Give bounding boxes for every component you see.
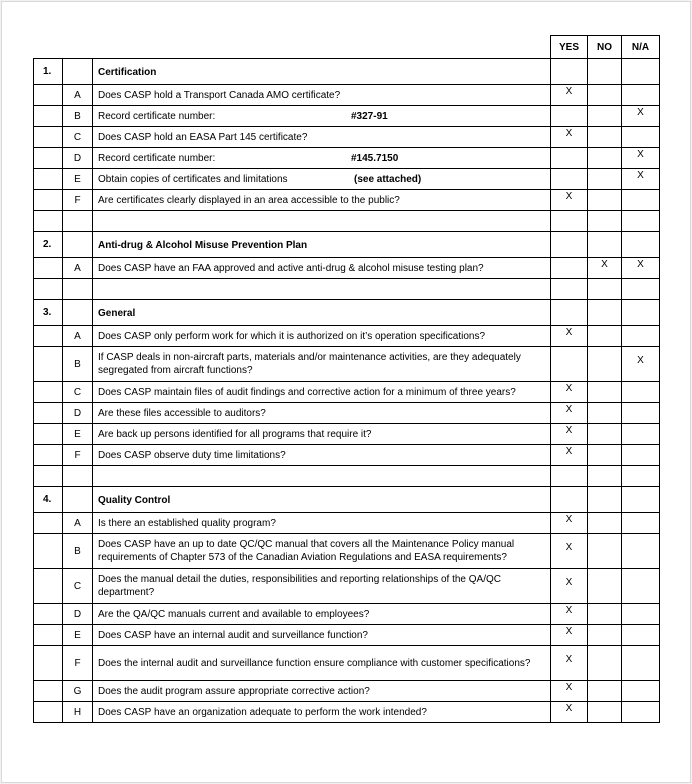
no-mark[interactable] xyxy=(588,646,622,681)
item-question: Record certificate number: #145.7150 xyxy=(93,148,551,169)
yes-mark[interactable]: X xyxy=(551,190,588,211)
item-question: Record certificate number: #327-91 xyxy=(93,106,551,127)
yes-cell xyxy=(551,232,588,258)
yes-mark[interactable] xyxy=(551,347,588,382)
spacer-cell xyxy=(93,211,551,232)
spacer-cell xyxy=(551,279,588,300)
row-spacer-cell xyxy=(34,646,63,681)
section-title: Certification xyxy=(93,59,551,85)
na-mark[interactable] xyxy=(622,513,660,534)
item-letter: F xyxy=(63,646,93,681)
na-cell xyxy=(622,487,660,513)
section-number: 4. xyxy=(34,487,63,513)
no-mark[interactable] xyxy=(588,326,622,347)
no-mark[interactable] xyxy=(588,382,622,403)
item-letter: A xyxy=(63,85,93,106)
spacer-cell xyxy=(588,279,622,300)
yes-mark[interactable] xyxy=(551,258,588,279)
na-mark[interactable] xyxy=(622,702,660,723)
checklist-item-row xyxy=(34,646,660,681)
no-mark[interactable] xyxy=(588,702,622,723)
spacer-cell xyxy=(622,466,660,487)
na-mark[interactable] xyxy=(622,445,660,466)
item-letter: C xyxy=(63,569,93,604)
no-column-header: NO xyxy=(588,36,622,59)
item-letter: F xyxy=(63,445,93,466)
spacer-cell xyxy=(34,466,63,487)
row-spacer-cell xyxy=(34,347,63,382)
yes-mark[interactable]: X xyxy=(551,445,588,466)
checklist-item-row xyxy=(34,513,660,534)
item-question: Does CASP observe duty time limitations? xyxy=(93,445,551,466)
section-header-row xyxy=(34,232,660,258)
section-spacer-cell xyxy=(63,232,93,258)
section-title: Anti-drug & Alcohol Misuse Prevention Plan xyxy=(93,232,551,258)
na-mark[interactable] xyxy=(622,569,660,604)
section-spacer-cell xyxy=(63,300,93,326)
item-letter: E xyxy=(63,424,93,445)
row-spacer-cell xyxy=(34,382,63,403)
no-mark[interactable] xyxy=(588,424,622,445)
item-question: Does CASP only perform work for which it is authorized on it’s operation specifications? xyxy=(93,326,551,347)
no-mark[interactable] xyxy=(588,625,622,646)
na-mark[interactable] xyxy=(622,382,660,403)
na-mark[interactable] xyxy=(622,534,660,569)
yes-mark[interactable]: X xyxy=(551,382,588,403)
yes-mark[interactable]: X xyxy=(551,424,588,445)
spacer-cell xyxy=(622,279,660,300)
no-mark[interactable] xyxy=(588,569,622,604)
record-value: #327-91 xyxy=(351,110,388,122)
checklist-item-row xyxy=(34,127,660,148)
item-letter: B xyxy=(63,534,93,569)
yes-mark[interactable]: X xyxy=(551,604,588,625)
section-title: General xyxy=(93,300,551,326)
item-question: Are back up persons identified for all programs that require it? xyxy=(93,424,551,445)
yes-cell xyxy=(551,59,588,85)
item-letter: A xyxy=(63,258,93,279)
checklist-item-row xyxy=(34,148,660,169)
item-letter: C xyxy=(63,382,93,403)
na-mark[interactable] xyxy=(622,127,660,148)
row-spacer-cell xyxy=(34,106,63,127)
item-question: Does the audit program assure appropriate corrective action? xyxy=(93,681,551,702)
item-letter: A xyxy=(63,326,93,347)
item-question: Are these files accessible to auditors? xyxy=(93,403,551,424)
item-letter: C xyxy=(63,127,93,148)
item-letter: B xyxy=(63,347,93,382)
row-spacer-cell xyxy=(34,169,63,190)
checklist-item-row xyxy=(34,347,660,382)
no-cell xyxy=(588,59,622,85)
na-column-header: N/A xyxy=(622,36,660,59)
spacer-cell xyxy=(588,466,622,487)
row-spacer-cell xyxy=(34,326,63,347)
checklist-item-row xyxy=(34,702,660,723)
no-cell xyxy=(588,487,622,513)
na-mark[interactable]: X xyxy=(622,148,660,169)
no-mark[interactable] xyxy=(588,513,622,534)
row-spacer-cell xyxy=(34,681,63,702)
na-mark[interactable] xyxy=(622,403,660,424)
yes-mark[interactable]: X xyxy=(551,326,588,347)
item-question: Does the manual detail the duties, responsibilities and reporting relationships of the QA/QC department? xyxy=(93,569,551,604)
row-spacer-cell xyxy=(34,148,63,169)
yes-mark[interactable]: X xyxy=(551,513,588,534)
row-spacer-cell xyxy=(34,534,63,569)
yes-mark[interactable]: X xyxy=(551,403,588,424)
no-mark[interactable]: X xyxy=(588,258,622,279)
yes-mark[interactable] xyxy=(551,106,588,127)
no-mark[interactable] xyxy=(588,604,622,625)
item-letter: D xyxy=(63,604,93,625)
no-mark[interactable] xyxy=(588,445,622,466)
item-question: Does CASP hold an EASA Part 145 certificate? xyxy=(93,127,551,148)
checklist-table xyxy=(33,35,660,723)
item-letter: H xyxy=(63,702,93,723)
no-mark[interactable] xyxy=(588,190,622,211)
yes-mark[interactable] xyxy=(551,169,588,190)
section-spacer-cell xyxy=(63,487,93,513)
na-cell xyxy=(622,59,660,85)
item-question: Obtain copies of certificates and limitations (see attached) xyxy=(93,169,551,190)
column-header-row xyxy=(34,36,660,59)
spacer-cell xyxy=(551,466,588,487)
spacer-cell xyxy=(622,211,660,232)
section-header-row xyxy=(34,487,660,513)
na-mark[interactable] xyxy=(622,85,660,106)
yes-column-header: YES xyxy=(551,36,588,59)
item-letter: F xyxy=(63,190,93,211)
section-number: 1. xyxy=(34,59,63,85)
checklist-item-row xyxy=(34,258,660,279)
section-number: 2. xyxy=(34,232,63,258)
na-mark[interactable]: X xyxy=(622,258,660,279)
item-letter: E xyxy=(63,169,93,190)
na-mark[interactable]: X xyxy=(622,347,660,382)
no-mark[interactable] xyxy=(588,85,622,106)
section-spacer-cell xyxy=(63,59,93,85)
spacer-cell xyxy=(34,211,63,232)
no-mark[interactable] xyxy=(588,148,622,169)
na-mark[interactable] xyxy=(622,326,660,347)
checklist-item-row xyxy=(34,326,660,347)
na-mark[interactable]: X xyxy=(622,169,660,190)
document-page xyxy=(1,1,691,783)
row-spacer-cell xyxy=(34,424,63,445)
no-mark[interactable] xyxy=(588,106,622,127)
item-question: Does CASP have an up to date QC/QC manual that covers all the Maintenance Policy manual requirements of Chapter 573 of the Canadian Aviation Regulations and EASA requirements? xyxy=(93,534,551,569)
item-letter: G xyxy=(63,681,93,702)
row-spacer-cell xyxy=(34,625,63,646)
row-spacer-cell xyxy=(34,403,63,424)
no-mark[interactable] xyxy=(588,534,622,569)
no-mark[interactable] xyxy=(588,347,622,382)
no-mark[interactable] xyxy=(588,127,622,148)
item-question: Does CASP hold a Transport Canada AMO certificate? xyxy=(93,85,551,106)
yes-cell xyxy=(551,487,588,513)
section-header-row xyxy=(34,300,660,326)
spacer-cell xyxy=(93,466,551,487)
spacer-cell xyxy=(93,279,551,300)
na-mark[interactable] xyxy=(622,625,660,646)
na-mark[interactable] xyxy=(622,681,660,702)
checklist-item-row xyxy=(34,445,660,466)
na-cell xyxy=(622,232,660,258)
item-letter: A xyxy=(63,513,93,534)
yes-mark[interactable]: X xyxy=(551,625,588,646)
spacer-cell xyxy=(63,279,93,300)
spacer-row xyxy=(34,279,660,300)
yes-cell xyxy=(551,300,588,326)
na-mark[interactable] xyxy=(622,604,660,625)
item-question: Does CASP have an FAA approved and active anti-drug & alcohol misuse testing plan? xyxy=(93,258,551,279)
checklist-item-row xyxy=(34,382,660,403)
row-spacer-cell xyxy=(34,702,63,723)
no-mark[interactable] xyxy=(588,169,622,190)
checklist-item-row xyxy=(34,106,660,127)
yes-mark[interactable]: X xyxy=(551,127,588,148)
row-spacer-cell xyxy=(34,445,63,466)
checklist-item-row xyxy=(34,681,660,702)
item-question: Are the QA/QC manuals current and available to employees? xyxy=(93,604,551,625)
item-letter: E xyxy=(63,625,93,646)
na-mark[interactable]: X xyxy=(622,106,660,127)
checklist-item-row xyxy=(34,424,660,445)
row-spacer-cell xyxy=(34,190,63,211)
item-question: If CASP deals in non-aircraft parts, materials and/or maintenance activities, are they adequately segregated from aircraft functions? xyxy=(93,347,551,382)
record-value: #145.7150 xyxy=(351,152,399,164)
spacer-cell xyxy=(63,466,93,487)
item-question: Does CASP maintain files of audit findings and corrective action for a minimum of three years? xyxy=(93,382,551,403)
yes-mark[interactable] xyxy=(551,148,588,169)
checklist-item-row xyxy=(34,85,660,106)
na-mark[interactable] xyxy=(622,646,660,681)
checklist-item-row xyxy=(34,534,660,569)
record-value: (see attached) xyxy=(354,173,422,185)
spacer-cell xyxy=(63,211,93,232)
row-spacer-cell xyxy=(34,85,63,106)
yes-mark[interactable]: X xyxy=(551,681,588,702)
row-spacer-cell xyxy=(34,604,63,625)
row-spacer-cell xyxy=(34,258,63,279)
row-spacer-cell xyxy=(34,569,63,604)
na-mark[interactable] xyxy=(622,190,660,211)
item-letter: D xyxy=(63,403,93,424)
item-question: Are certificates clearly displayed in an area accessible to the public? xyxy=(93,190,551,211)
checklist-item-row xyxy=(34,190,660,211)
section-header-row xyxy=(34,59,660,85)
checklist-item-row xyxy=(34,625,660,646)
yes-mark[interactable]: X xyxy=(551,85,588,106)
spacer-cell xyxy=(588,211,622,232)
item-letter: B xyxy=(63,106,93,127)
spacer-row xyxy=(34,466,660,487)
item-letter: D xyxy=(63,148,93,169)
spacer-cell xyxy=(34,279,63,300)
no-cell xyxy=(588,300,622,326)
na-mark[interactable] xyxy=(622,424,660,445)
yes-mark[interactable]: X xyxy=(551,534,588,569)
checklist-item-row xyxy=(34,169,660,190)
section-number: 3. xyxy=(34,300,63,326)
yes-mark[interactable]: X xyxy=(551,646,588,681)
no-cell xyxy=(588,232,622,258)
yes-mark[interactable]: X xyxy=(551,702,588,723)
item-question: Does CASP have an internal audit and surveillance function? xyxy=(93,625,551,646)
no-mark[interactable] xyxy=(588,403,622,424)
yes-mark[interactable]: X xyxy=(551,569,588,604)
item-question: Is there an established quality program? xyxy=(93,513,551,534)
checklist-item-row xyxy=(34,569,660,604)
checklist-item-row xyxy=(34,604,660,625)
spacer-cell xyxy=(551,211,588,232)
item-question: Does the internal audit and surveillance function ensure compliance with customer specifications? xyxy=(93,646,551,681)
row-spacer-cell xyxy=(34,127,63,148)
na-cell xyxy=(622,300,660,326)
checklist-item-row xyxy=(34,403,660,424)
section-title: Quality Control xyxy=(93,487,551,513)
spacer-row xyxy=(34,211,660,232)
no-mark[interactable] xyxy=(588,681,622,702)
item-question: Does CASP have an organization adequate to perform the work intended? xyxy=(93,702,551,723)
row-spacer-cell xyxy=(34,513,63,534)
